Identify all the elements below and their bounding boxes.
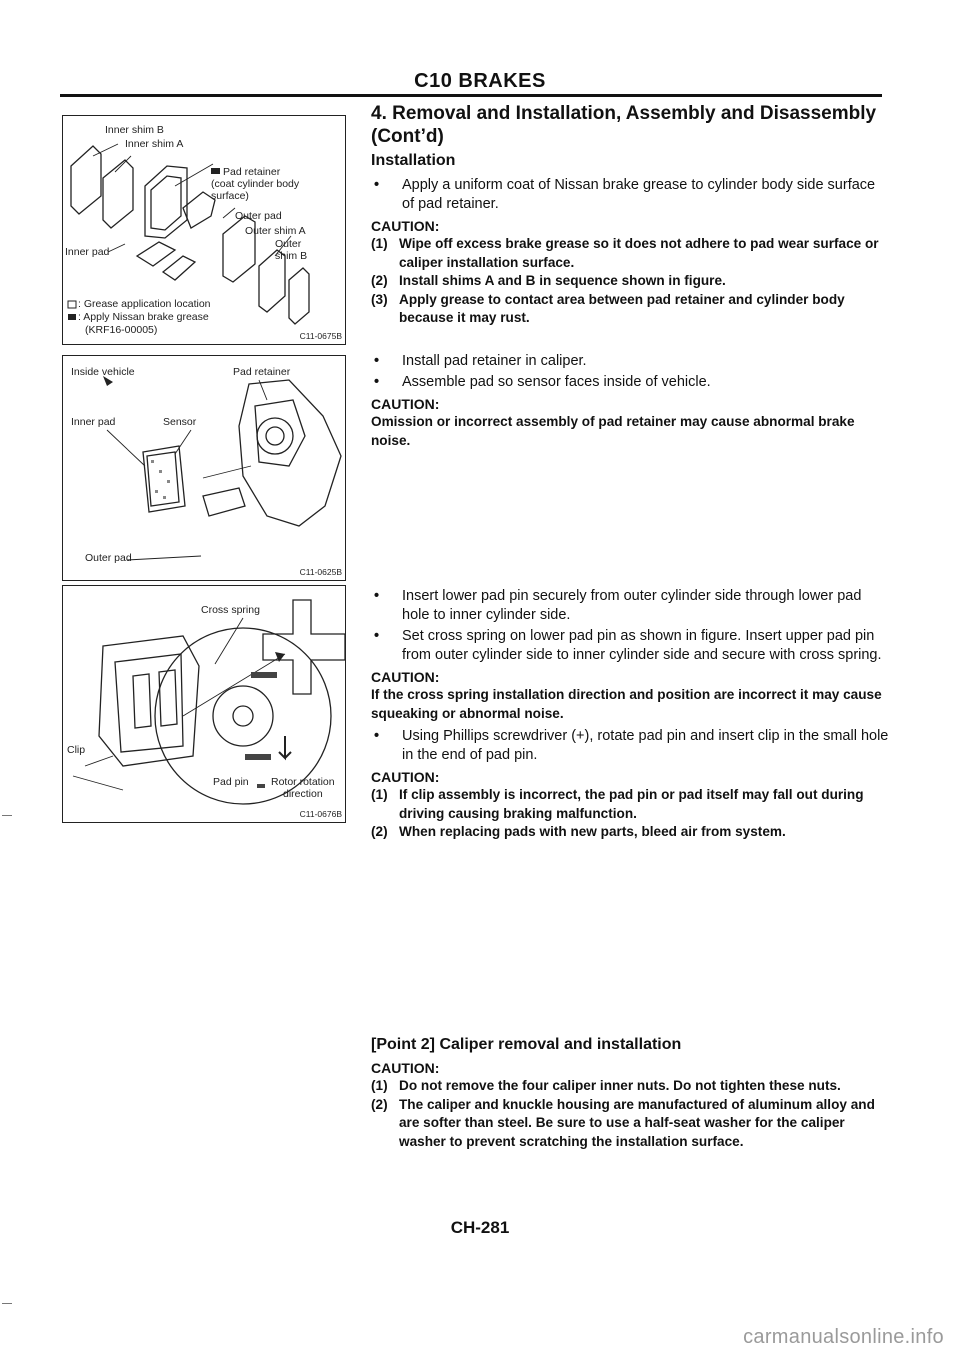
figure-cross-spring	[62, 585, 346, 823]
section-pad-retainer	[371, 352, 891, 450]
bullet-assemble-pad: • Assemble pad so sensor faces inside of vehicle.	[374, 374, 711, 390]
figure-pad-retainer	[62, 355, 346, 581]
section-title: 4. Removal and Installation, Assembly and Disassembly (Cont’d)	[371, 103, 877, 147]
caution-label: CAUTION:	[371, 669, 440, 685]
label-pad-retainer-note1: (coat cylinder body	[211, 178, 300, 190]
caution-item: (2) When replacing pads with new parts, bleed air from system.	[371, 824, 786, 839]
caution-text: If the cross spring installation direction and position are incorrect it may cause squeaking or abnormal noise.	[371, 687, 882, 721]
figure-shims	[62, 115, 346, 345]
bullet-set-cross-spring: • Set cross spring on lower pad pin as shown in figure. Insert upper pad pin from outer cylinder side to inner cylinder side and secure with cross spring.	[374, 628, 882, 663]
label-inside-vehicle: Inside vehicle	[71, 366, 135, 378]
label-direction: direction	[283, 788, 323, 800]
label-pad-pin: Pad pin	[213, 776, 249, 788]
bullet-insert-clip: • Using Phillips screwdriver (+), rotate pad pin and insert clip in the small hole in the end of pad pin.	[374, 728, 889, 763]
figure-code: C11-0675B	[299, 331, 342, 341]
watermark: carmanualsonline.info	[743, 1326, 944, 1348]
label-inner-shim-b: Inner shim B	[105, 124, 164, 136]
caution-item: (1) Wipe off excess brake grease so it does not adhere to pad wear surface or caliper installation surface.	[371, 236, 879, 270]
bullet-install-retainer: • Install pad retainer in caliper.	[374, 353, 587, 369]
label-inner-pad: Inner pad	[65, 246, 110, 258]
label-pad-retainer-note2: surface)	[211, 190, 249, 202]
legend-grease-location: : Grease application location	[78, 298, 211, 310]
caution-item: (1) If clip assembly is incorrect, the pad pin or pad itself may fall out during driving causing braking malfunction.	[371, 787, 864, 821]
legend-grease-part: (KRF16-00005)	[85, 324, 158, 336]
label-outer: Outer	[275, 238, 302, 250]
page-header: C10 BRAKES	[414, 70, 546, 92]
label-outer-pad: Outer pad	[85, 552, 132, 564]
label-sensor: Sensor	[163, 416, 197, 428]
caution-label: CAUTION:	[371, 218, 440, 234]
caution-item: (3) Apply grease to contact area between pad retainer and cylinder body because it may rust.	[371, 291, 845, 325]
page-number: CH-281	[450, 1218, 510, 1237]
figure-code: C11-0676B	[299, 809, 342, 819]
caution-label: CAUTION:	[371, 396, 440, 412]
section-pad-pin	[371, 587, 891, 842]
section-installation	[371, 102, 891, 328]
label-outer-shim-a: Outer shim A	[245, 225, 306, 237]
section-point2	[371, 1032, 891, 1151]
label-outer-pad: Outer pad	[235, 210, 282, 222]
caution-item: (1) Do not remove the four caliper inner nuts. Do not tighten these nuts.	[371, 1078, 841, 1093]
margin-mark	[2, 815, 12, 816]
label-shim-b: shim B	[275, 250, 308, 262]
bullet-insert-lower-pin: • Insert lower pad pin securely from outer cylinder side through lower pad hole to inner cylinder side.	[374, 588, 862, 623]
caution-label: CAUTION:	[371, 769, 440, 785]
label-cross-spring: Cross spring	[201, 604, 260, 616]
caution-item: (2) The caliper and knuckle housing are manufactured of aluminum alloy and are softer than steel. Be sure to use a half-seat washer for the caliper washer to prevent scratching the installation surface.	[371, 1096, 875, 1149]
caution-text: Omission or incorrect assembly of pad retainer may cause abnormal brake noise.	[371, 414, 855, 448]
figure-code: C11-0625B	[299, 567, 342, 577]
label-clip: Clip	[67, 744, 86, 756]
header-rule	[60, 94, 882, 97]
pad-retainer-illustration	[63, 356, 345, 580]
margin-mark	[2, 1303, 12, 1304]
label-inner-pad: Inner pad	[71, 416, 116, 428]
label-inner-shim-a: Inner shim A	[125, 138, 184, 150]
legend-nissan-grease: : Apply Nissan brake grease	[78, 311, 209, 323]
label-pad-retainer: Pad retainer	[233, 366, 291, 378]
bullet-apply-grease: • Apply a uniform coat of Nissan brake grease to cylinder body side surface of pad retainer.	[374, 177, 876, 212]
point2-heading: [Point 2] Caliper removal and installation	[371, 1036, 682, 1053]
caution-label: CAUTION:	[371, 1060, 440, 1076]
label-rotor-rotation: Rotor rotation	[271, 776, 335, 788]
installation-heading: Installation	[371, 152, 456, 169]
caution-item: (2) Install shims A and B in sequence shown in figure.	[371, 273, 726, 288]
label-pad-retainer: Pad retainer	[223, 166, 281, 178]
